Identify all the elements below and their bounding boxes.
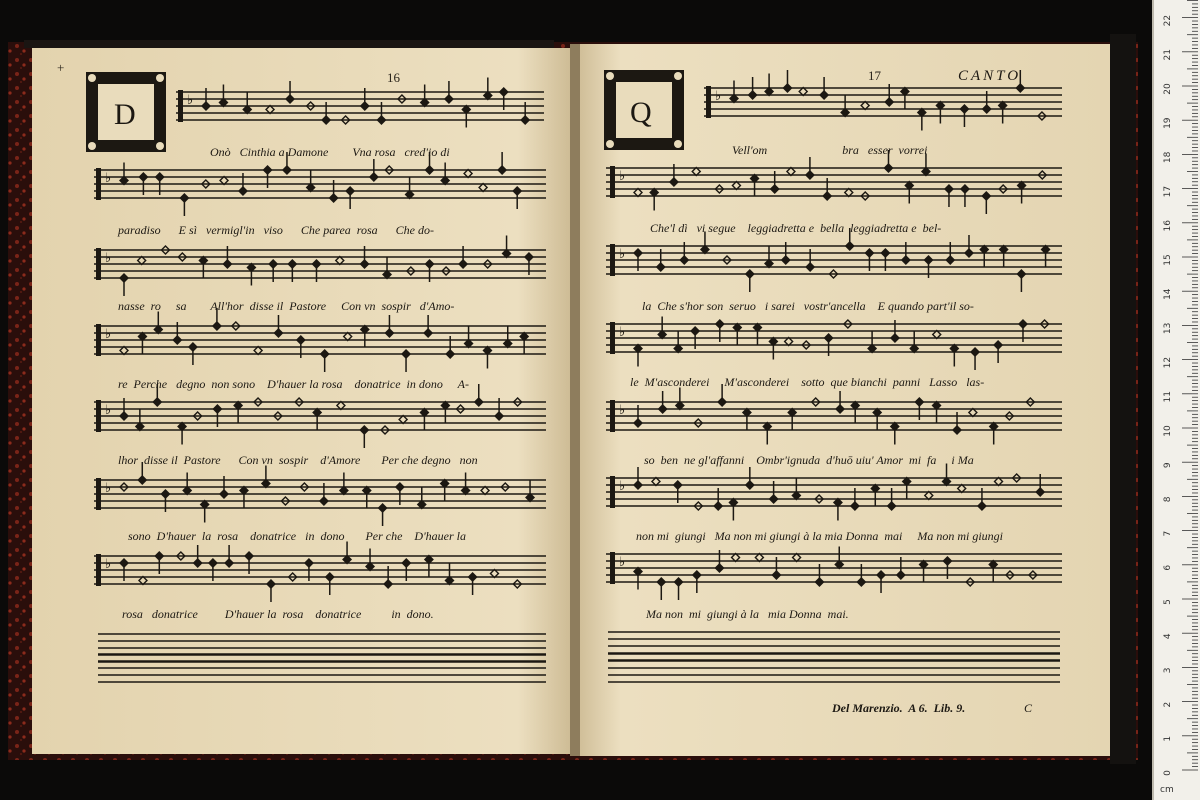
svg-text:D: D [114, 98, 136, 131]
lyric-line: Che'l dì vi segue leggiadretta e bella leggiadretta e bel- [650, 221, 942, 235]
ruler-label: 2 [1163, 701, 1173, 708]
svg-text:♭: ♭ [105, 481, 112, 496]
lyric-line: paradiso E sì vermigl'in viso Che parea rosa Che do- [118, 223, 434, 237]
measurement-ruler [1152, 0, 1200, 800]
lyric-line: nasse ro sa All'hor disse il Pastore Con vn sospir d'Amo- [118, 299, 455, 313]
svg-text:♭: ♭ [619, 247, 626, 262]
ruler-label: 21 [1163, 49, 1173, 61]
ruler-label: 19 [1163, 117, 1173, 129]
ruler-label: 22 [1163, 14, 1173, 27]
lyric-line: so ben ne gl'affanni Ombr'ignuda d'huō uiu' Amor mi fa i Ma [644, 453, 974, 467]
right-page-number: 17 [868, 68, 881, 83]
signature-mark: C [1024, 701, 1033, 715]
ruler-label: 15 [1163, 254, 1173, 266]
ruler-unit: cm [1160, 785, 1174, 795]
lyric-line: Vell'om bra esser vorrei [732, 143, 928, 157]
ruler-label: 0 [1163, 770, 1173, 776]
svg-text:♭: ♭ [105, 171, 112, 186]
svg-text:♭: ♭ [105, 251, 112, 266]
ruler-label: 14 [1163, 288, 1173, 300]
ruler-label: 20 [1163, 83, 1173, 95]
ruler-label: 1 [1163, 735, 1173, 742]
lyric-line: Ma non mi giungi à la mia Donna mai. [646, 607, 849, 621]
svg-text:Q: Q [630, 96, 652, 129]
decorated-initial-d [86, 72, 166, 152]
svg-text:♭: ♭ [619, 403, 626, 418]
lyric-line: non mi giungi Ma non mi giungi à la mia Donna mai Ma non mi giungi [636, 529, 1003, 543]
svg-text:♭: ♭ [619, 479, 626, 494]
ruler-label: 12 [1163, 356, 1173, 369]
lyric-line: Onò Cinthia a Damone Vna rosa cred'io di [210, 145, 450, 159]
lyric-line: re Perche degno non sono D'hauer la rosa donatrice in dono A- [118, 377, 469, 391]
svg-text:♭: ♭ [619, 325, 626, 340]
lyric-line: lhor disse il Pastore Con vn sospir d'Amore Per che degno non [118, 453, 478, 467]
svg-text:♭: ♭ [105, 403, 112, 418]
ruler-label: 11 [1163, 391, 1173, 403]
ruler-label: 8 [1163, 496, 1173, 503]
ruler-label: 4 [1163, 633, 1173, 640]
svg-text:♭: ♭ [105, 557, 112, 572]
svg-text:♭: ♭ [105, 327, 112, 342]
ruler-label: 10 [1163, 425, 1173, 437]
left-page-number: 16 [387, 70, 400, 85]
ruler-label: 5 [1163, 599, 1173, 605]
lyric-line: sono D'hauer la rosa donatrice in dono Per che D'hauer la [128, 529, 466, 543]
ruler-label: 17 [1163, 185, 1173, 198]
corner-mark: + [57, 60, 65, 75]
svg-text:♭: ♭ [619, 555, 626, 570]
ruler-label: 9 [1163, 462, 1173, 469]
decorated-initial-q [604, 70, 684, 150]
ruler-label: 18 [1163, 151, 1173, 164]
ruler-label: 13 [1163, 322, 1173, 335]
ruler-label: 3 [1163, 667, 1173, 674]
ruler-label: 7 [1163, 530, 1173, 537]
ruler-label: 6 [1163, 564, 1173, 571]
svg-text:♭: ♭ [715, 89, 722, 104]
lyric-line: le M'asconderei M'asconderei sotto que bianchi panni Lasso las- [630, 375, 985, 389]
lyric-line: rosa donatrice D'hauer la rosa donatrice in dono. [122, 607, 434, 621]
svg-text:♭: ♭ [619, 169, 626, 184]
ruler-label: 16 [1163, 220, 1173, 232]
lyric-line: la Che s'hor son seruo i sarei vostr'ancella E quando part'il so- [642, 299, 974, 313]
footer-attribution: Del Marenzio. A 6. Lib. 9. [832, 701, 966, 715]
part-name-canto: CANTO [958, 68, 1022, 84]
svg-text:♭: ♭ [187, 93, 194, 108]
